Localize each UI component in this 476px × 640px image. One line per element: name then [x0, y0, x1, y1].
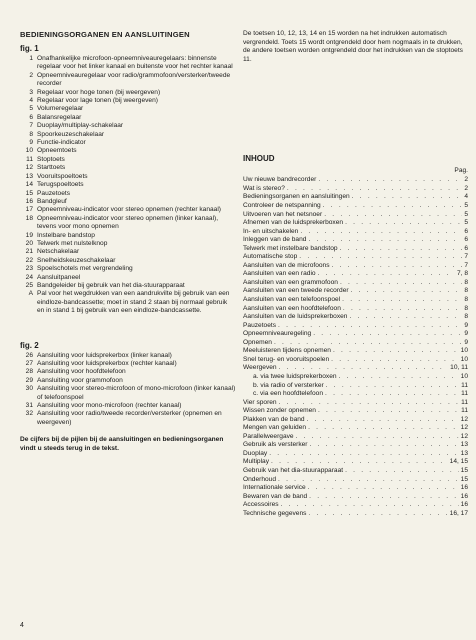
toc-title: Aansluiten van een telefoonspoel	[243, 296, 341, 304]
toc-title: Internationale service	[243, 484, 306, 492]
toc-leader-dots	[323, 202, 463, 211]
list-item	[20, 156, 236, 164]
toc-leader-dots	[287, 185, 462, 194]
toc-page: 10, 11	[450, 364, 468, 372]
toc-page: 12	[460, 424, 468, 432]
toc-page: 8	[464, 304, 468, 312]
toc-title: Pauzetoets	[243, 321, 276, 329]
toc-page: 12	[460, 415, 468, 423]
toc-title: Snel terug- en vooruitspoelen	[243, 355, 330, 363]
toc-title: Accessoires	[243, 501, 279, 509]
toc-title: Mengen van geluiden	[243, 424, 307, 432]
list-item	[20, 173, 236, 181]
item-text: Instelbare bandstop	[37, 231, 95, 239]
toc-title: Controleer de netspanning	[243, 202, 321, 210]
item-number: 4	[29, 97, 33, 105]
toc-title: Opneemniveauregeling	[243, 330, 312, 338]
toc-entry	[243, 364, 468, 373]
toc-page: 10	[460, 347, 468, 355]
toc-leader-dots	[299, 253, 462, 262]
toc-page: 8	[464, 313, 468, 321]
toc-title: In- en uitschakelen	[243, 227, 299, 235]
item-number: 13	[25, 172, 33, 180]
note-text: De cijfers bij de pijlen bij de aansluitingen en bedieningsorganen vindt u steeds terug in de tekst.	[20, 436, 224, 452]
list-item	[20, 72, 236, 89]
toc-entry	[243, 287, 468, 296]
toc-entry	[243, 185, 468, 194]
item-number: 16	[25, 197, 33, 205]
item-text: Vooruitspoeltoets	[37, 172, 88, 180]
toc-leader-dots	[340, 279, 462, 288]
toc-entry	[243, 313, 468, 322]
page-column-label: Pag.	[454, 167, 468, 175]
toc-page: 15	[460, 466, 468, 474]
toc-page: 2	[464, 184, 468, 192]
item-text: Aansluiting voor luidsprekerbox (linker kanaal)	[37, 351, 172, 359]
toc-leader-dots	[300, 228, 462, 237]
toc-entry	[243, 339, 468, 348]
toc-page: 16	[460, 492, 468, 500]
toc-page: 4	[464, 193, 468, 201]
toc-page: 16	[460, 501, 468, 509]
toc-title: Aansluiten van een hoofdtelefoon	[243, 304, 341, 312]
item-text: Opneemtoets	[37, 147, 77, 155]
toc-title: Gebruik van het dia-stuurapparaat	[243, 466, 344, 474]
item-text: Aansluiting voor radio/tweede recorder/versterker (opnemen en weergeven)	[37, 410, 222, 426]
toc-leader-dots	[308, 424, 459, 433]
list-item	[20, 282, 236, 290]
item-number: 11	[26, 155, 33, 163]
item-number: 7	[29, 122, 33, 130]
toc-leader-dots	[278, 322, 462, 331]
list-item	[20, 290, 236, 315]
toc-entry	[243, 270, 468, 279]
toc-leader-dots	[271, 458, 448, 467]
toc-entry	[243, 382, 468, 391]
fig1-label: fig. 1	[20, 44, 39, 53]
item-number: 8	[29, 130, 33, 138]
left-column	[20, 30, 236, 453]
toc-entry	[243, 236, 468, 245]
list-item	[20, 122, 236, 130]
toc-title: Inleggen van de band	[243, 236, 307, 244]
toc-entry	[243, 193, 468, 202]
toc-leader-dots	[313, 330, 462, 339]
item-text: Duoplay/multiplay-schakelaar	[37, 122, 124, 130]
toc-leader-dots	[318, 407, 459, 416]
toc-entry	[243, 390, 468, 399]
item-number: 19	[25, 231, 33, 239]
toc-leader-dots	[339, 373, 459, 382]
list-item	[20, 190, 236, 198]
toc-leader-dots	[340, 245, 463, 254]
list-item	[20, 240, 236, 248]
list-item	[20, 206, 236, 214]
toc-entry	[243, 253, 468, 262]
item-text: Balansregelaar	[37, 113, 82, 121]
toc-entry	[243, 373, 468, 382]
toc-entry	[243, 245, 468, 254]
toc-entry	[243, 228, 468, 237]
toc-entry	[243, 262, 468, 271]
toc-leader-dots	[308, 484, 459, 493]
list-item	[20, 139, 236, 147]
item-text: Stoptoets	[37, 155, 65, 163]
list-item	[20, 402, 236, 410]
toc-page: 8	[464, 296, 468, 304]
toc-title: Opnemen	[243, 338, 272, 346]
toc-entry	[243, 279, 468, 288]
item-text: Aansluiting voor grammofoon	[37, 376, 123, 384]
item-number: 15	[25, 189, 33, 197]
item-number: 23	[25, 265, 33, 273]
toc-entry	[243, 433, 468, 442]
toc-page: 9	[464, 330, 468, 338]
item-text: Onafhankelijke microfoon-opneemniveauregelaars: binnenste regelaar voor het linker kanaal en buitenste voor het rechter kanaal	[37, 55, 233, 71]
toc-entry	[243, 202, 468, 211]
item-text: Pauzetoets	[37, 189, 70, 197]
toc-page: 10	[460, 355, 468, 363]
toc-leader-dots	[343, 305, 462, 314]
list-item	[20, 114, 236, 122]
item-text: Regelaar voor hoge tonen (bij weergeven)	[37, 88, 161, 96]
toc-leader-dots	[352, 193, 463, 202]
item-text: Aansluiting voor mono-microfoon (rechter kanaal)	[37, 402, 182, 410]
toc-entry	[243, 399, 468, 408]
toc-page: 15	[460, 475, 468, 483]
list-item	[20, 352, 236, 360]
item-number: 18	[25, 214, 33, 222]
toc-entry	[243, 347, 468, 356]
toc-page: 11	[461, 398, 468, 406]
item-number: 3	[29, 88, 33, 96]
list-item	[20, 55, 236, 72]
toc-page: 11	[461, 390, 468, 398]
fig2-list	[20, 352, 236, 428]
item-text: Volumeregelaar	[37, 105, 84, 113]
item-text: Bandgeleider bij gebruik van het dia-stuurapparaat	[37, 281, 185, 289]
item-text: Netschakelaar	[37, 248, 80, 256]
toc-leader-dots	[342, 296, 462, 305]
toc-title: Wissen zonder opnemen	[243, 407, 316, 415]
item-number: 6	[29, 113, 33, 121]
fig1-list	[20, 55, 236, 316]
contents-heading: INHOUD	[243, 154, 275, 164]
toc-leader-dots	[279, 399, 460, 408]
toc-entry	[243, 356, 468, 365]
item-text: Aansluiting voor stereo-microfoon of mono-microfoon (linker kanaal) of telefoonspoel	[37, 385, 236, 401]
item-text: Snelheidskeuzeschakelaar	[37, 256, 116, 264]
item-text: Bandgleuf	[37, 197, 67, 205]
toc-entry	[243, 441, 468, 450]
toc-title: Multiplay	[243, 458, 270, 466]
toc-title: Weergeven	[243, 364, 277, 372]
table-of-contents	[243, 176, 468, 518]
list-item	[20, 248, 236, 256]
list-item	[20, 131, 236, 139]
toc-title: Parallelweergave	[243, 432, 294, 440]
toc-entry	[243, 416, 468, 425]
toc-title: Aansluiten van een radio	[243, 270, 316, 278]
list-item	[20, 215, 236, 232]
toc-title: Duoplay	[243, 449, 268, 457]
list-item	[20, 105, 236, 113]
toc-title: Telwerk met instelbare bandstop	[243, 244, 338, 252]
list-item	[20, 147, 236, 155]
toc-entry	[243, 484, 468, 493]
toc-title: Aansluiten van de luidsprekerboxen	[243, 313, 348, 321]
toc-entry	[243, 493, 468, 502]
toc-entry	[243, 467, 468, 476]
toc-leader-dots	[333, 347, 459, 356]
toc-page: 7, 8	[457, 270, 468, 278]
toc-page: 6	[464, 227, 468, 235]
toc-page: 10	[460, 372, 468, 380]
toc-title: a. via twee luidsprekerboxen	[253, 372, 337, 380]
item-text: Starttoets	[37, 164, 66, 172]
toc-title: Aansluiten van een grammofoon	[243, 278, 338, 286]
toc-entry	[243, 407, 468, 416]
toc-title: Afnemen van de luidsprekerboxen	[243, 219, 344, 227]
toc-page: 11	[461, 407, 468, 415]
toc-entry	[243, 330, 468, 339]
toc-title: Bedieningsorganen en aansluitingen	[243, 193, 350, 201]
toc-page: 13	[460, 449, 468, 457]
toc-leader-dots	[332, 262, 463, 271]
toc-leader-dots	[296, 433, 459, 442]
item-number: 10	[25, 147, 33, 155]
item-number: 32	[25, 410, 33, 418]
toc-leader-dots	[310, 441, 459, 450]
toc-page: 2	[464, 176, 468, 184]
toc-entry	[243, 424, 468, 433]
toc-leader-dots	[345, 467, 459, 476]
list-item	[20, 274, 236, 282]
toc-entry	[243, 176, 468, 185]
item-number: 28	[25, 368, 33, 376]
item-text: Terugspoeltoets	[37, 181, 84, 189]
list-item	[20, 265, 236, 273]
toc-title: Bewaren van de band	[243, 492, 308, 500]
toc-leader-dots	[318, 270, 455, 279]
toc-leader-dots	[345, 219, 462, 228]
fig2-label: fig. 2	[20, 340, 39, 350]
item-number: 21	[25, 248, 33, 256]
toc-page: 16	[460, 484, 468, 492]
item-number: 24	[25, 273, 33, 281]
section-heading: BEDIENINGSORGANEN EN AANSLUITINGEN	[20, 30, 190, 39]
toc-entry	[243, 322, 468, 331]
toc-entry	[243, 510, 468, 519]
item-number: 1	[29, 55, 33, 62]
toc-page: 16, 17	[449, 509, 468, 517]
toc-page: 13	[460, 441, 468, 449]
toc-title: Uw nieuwe bandrecorder	[243, 176, 317, 184]
item-number: 29	[25, 376, 33, 384]
item-number: 2	[29, 71, 33, 79]
intro-text: De toetsen 10, 12, 13, 14 en 15 worden na het indrukken automatisch vergrendeld. Toets 15 wordt ontgrendeld door hem nogmaals in te drukken, de andere toetsen worden ontgrendeld door het indrukken van de stoptoets 11.	[243, 30, 463, 63]
toc-page: 5	[464, 202, 468, 210]
list-item	[20, 97, 236, 105]
toc-title: b. via radio of versterker	[253, 381, 324, 389]
toc-leader-dots	[278, 476, 459, 485]
item-number: A	[28, 290, 33, 298]
toc-title: Wat is stereo?	[243, 184, 285, 192]
toc-title: c. via een hoofdtelefoon	[253, 390, 324, 398]
item-text: Opneemniveauregelaar voor radio/grammofoon/versterker/tweede recorder	[37, 71, 231, 88]
toc-title: Meeluisteren tijdens opnemen	[243, 347, 331, 355]
item-number: 31	[25, 402, 33, 410]
toc-title: Vier sporen	[243, 398, 277, 406]
toc-leader-dots	[318, 176, 462, 185]
toc-leader-dots	[325, 390, 459, 399]
toc-title: Aansluiten van de microfoons	[243, 261, 330, 269]
list-item	[20, 377, 236, 385]
list-item	[20, 410, 236, 427]
list-item	[20, 181, 236, 189]
toc-page: 7	[464, 253, 468, 261]
toc-entry	[243, 219, 468, 228]
toc-leader-dots	[269, 450, 458, 459]
toc-entry	[243, 305, 468, 314]
toc-page: 5	[464, 219, 468, 227]
right-column	[243, 30, 468, 518]
toc-leader-dots	[331, 356, 459, 365]
toc-entry	[243, 501, 468, 510]
toc-title: Automatische stop	[243, 253, 298, 261]
toc-page: 6	[464, 244, 468, 252]
list-item	[20, 164, 236, 172]
page-number: 4	[20, 622, 24, 629]
item-number: 22	[25, 256, 33, 264]
item-number: 20	[25, 239, 33, 247]
item-text: Regelaar voor lage tonen (bij weergeven)	[37, 97, 158, 105]
list-item	[20, 232, 236, 240]
item-text: Telwerk met nulstelknop	[37, 239, 108, 247]
item-text: Aansluiting voor luidsprekerbox (rechter kanaal)	[37, 360, 177, 367]
item-number: 27	[25, 360, 33, 367]
item-text: Spoorkeuzeschakelaar	[37, 130, 105, 138]
toc-leader-dots	[307, 416, 459, 425]
list-item	[20, 360, 236, 368]
toc-entry	[243, 450, 468, 459]
item-number: 9	[29, 139, 33, 147]
item-number: 26	[25, 351, 33, 359]
list-item	[20, 368, 236, 376]
item-text: Opneemniveau-indicator voor stereo opnemen (linker kanaal), tevens voor mono opnemen	[37, 214, 219, 231]
toc-page: 14, 15	[449, 458, 468, 466]
item-number: 12	[25, 164, 33, 172]
item-number: 14	[25, 181, 33, 189]
toc-page: 6	[464, 236, 468, 244]
toc-page: 9	[464, 321, 468, 329]
toc-title: Gebruik als versterker	[243, 441, 308, 449]
toc-page: 12	[460, 432, 468, 440]
toc-entry	[243, 458, 468, 467]
toc-page: 8	[464, 287, 468, 295]
item-text: Aansluitpaneel	[37, 273, 81, 281]
toc-title: Technische gegevens	[243, 509, 307, 517]
toc-entry	[243, 476, 468, 485]
item-text: Spoelschotels met vergrendeling	[37, 265, 133, 273]
toc-page: 9	[464, 338, 468, 346]
toc-title: Aansluiten van een tweede recorder	[243, 287, 349, 295]
toc-leader-dots	[308, 236, 462, 245]
item-text: Functie-indicator	[37, 139, 86, 147]
item-text: Pal voor het wegdrukken van een aandrukvilte bij gebruik van een eindloze-bandcassette; moet in stand 2 staan bij normaal gebruik en in stand 1 bij gebruik van een eindloze-bandcassette.	[37, 290, 230, 315]
toc-entry	[243, 211, 468, 220]
toc-leader-dots	[308, 510, 447, 519]
toc-leader-dots	[281, 501, 459, 510]
toc-leader-dots	[324, 211, 462, 220]
toc-page: 5	[464, 210, 468, 218]
list-item	[20, 89, 236, 97]
toc-title: Uitvoeren van het netsnoer	[243, 210, 323, 218]
item-text: Opneemniveau-indicator voor stereo opnemen (rechter kanaal)	[37, 206, 221, 214]
item-number: 5	[29, 105, 33, 113]
toc-leader-dots	[309, 493, 459, 502]
toc-leader-dots	[274, 339, 462, 348]
toc-leader-dots	[351, 287, 463, 296]
list-item	[20, 257, 236, 265]
list-item	[20, 198, 236, 206]
toc-page: 7	[464, 261, 468, 269]
list-item	[20, 385, 236, 402]
item-number: 25	[25, 281, 33, 289]
toc-page: 8	[464, 278, 468, 286]
toc-title: Plakken van de band	[243, 415, 305, 423]
toc-leader-dots	[279, 364, 449, 373]
toc-entry	[243, 296, 468, 305]
toc-page: 11	[461, 381, 468, 389]
toc-leader-dots	[349, 313, 462, 322]
item-number: 30	[25, 385, 33, 393]
toc-title: Onderhoud	[243, 475, 276, 483]
item-number: 17	[25, 206, 33, 214]
toc-leader-dots	[326, 382, 459, 391]
item-text: Aansluiting voor hoofdtelefoon	[37, 368, 126, 376]
